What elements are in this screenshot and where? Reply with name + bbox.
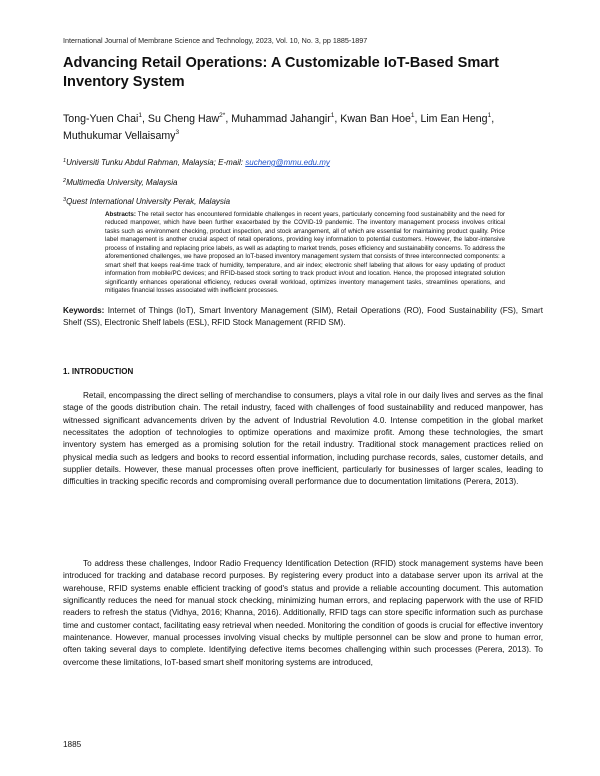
running-header: International Journal of Membrane Science and Technology, 2023, Vol. 10, No. 3, pp 1885-1897 [63,36,368,45]
author: Su Cheng Haw$^{2*}$, [147,112,232,125]
author: Lim Ean Heng$^1$, [420,112,495,125]
author-email-link[interactable]: sucheng@mmu.edu.my [245,158,330,167]
affiliation: $^1$Universiti Tunku Abdul Rahman, Malaysia; E-mail: sucheng@mmu.edu.my [63,158,330,167]
keywords-text: Internet of Things (IoT), Smart Inventory Management (SIM), Retail Operations (RO), Food Sustainability (FS), Smart Shelf (SS), Electronic Shelf labels (ESL), RFID Stock Management (RFID SM). [63,306,544,327]
author: Muhammad Jahangir$^1$, [231,112,341,125]
author: Muthukumar Vellaisamy$^3$ [63,128,180,142]
author-list [63,111,543,144]
section-heading: 1. INTRODUCTION [63,367,134,376]
page-number: 1885 [63,740,82,749]
keywords [63,305,543,329]
body-paragraph: Retail, encompassing the direct selling of merchandise to consumers, plays a vital role in our daily lives and serves as the final stage of the goods distribution chain. The retail industry, faced with challenges of food sustainability and reduced manpower, has witnessed significant advancements driven by the advent of Industrial Revolution 4.0. Intense competition in the global market necessitates the adoption of technologies to optimize operations and maximize profit. Among these technologies, the smart inventory system has emerged as a promising solution for the retail industry. Traditional stock management practices relied on physical media such as ledgers and books to record essential information, including purchase records, sales, customer details, and supplier details. However, these manual processes often prove inefficient, particularly for businesses of larger scales, leading to difficulties in tracking specific records and compromising overall performance due to documentation limitations (Perera, 2013). [63,391,543,487]
body-paragraph: To address these challenges, Indoor Radio Frequency Identification Detection (RFID) stock management systems have been introduced for tracking and database record purposes. By registering every product into a database server upon its arrival at the warehouse, RFID systems enable efficient tracking of good's status and provide a reliable accounting document. This automation significantly reduces the need for manual stock checking, minimizing human errors, and replacing paperwork with the use of RFID readers to refresh the status (Vidhya, 2016; Khanna, 2016). Additionally, RFID tags can store specific information such as purchase time and customer contact, facilitating easy retrieval when needed. Monitoring the condition of goods is crucial for effective inventory maintenance. However, manual processes involving visual checks by multiple personnel can be slow and prone to human error, often taking several days to complete. Identifying defective items becomes challenging within such processes (Perera, 2013). To overcome these limitations, IoT-based smart shelf monitoring systems are introduced, [63,559,543,667]
author: Kwan Ban Hoe$^1$, [340,112,421,125]
affiliation: $^3$Quest International University Perak, Malaysia [63,197,231,206]
author: Tong-Yuen Chai$^1$, [63,112,148,125]
keywords-label: Keywords: [63,306,105,315]
abstract-text: The retail sector has encountered formidable challenges in recent years, particularly concerning food sustainability and the need for reduced manpower, which have been further exacerbated by the COVID-19 pandemic. The inventory management process involves critical tasks such as environment checking, product inspection, and stock arrangement, all of which are essential for maintaining product quality. Price label management is another crucial aspect of retail operations, providing key information to potential customers. However, the labor-intensive process of installing and replacing price labels, as well as adapting to market trends, poses efficiency and sustainability concerns. To address the aforementioned challenges, we have proposed an IoT-based inventory management system that consists of three interconnected components: a smart shelf that keeps real-time track of humidity, temperature, and air index; electronic shelf labeling that allows for easy updating of product information from mobile/PC devices; and RFID-based stock sorting to track product in/out and location. Hence, the proposed integrated solution significantly enhances operational efficiency, reduces overall workload, optimizes inventory management tasks, streamlines operations, and mitigates financial losses associated with inefficient processes. [105,211,505,295]
abstract-label: Abstracts: [105,211,136,218]
paper-title: Advancing Retail Operations: A Customizable IoT-Based Smart Inventory System [63,55,500,90]
abstract [105,211,505,296]
affiliation: $^2$Multimedia University, Malaysia [63,178,178,187]
